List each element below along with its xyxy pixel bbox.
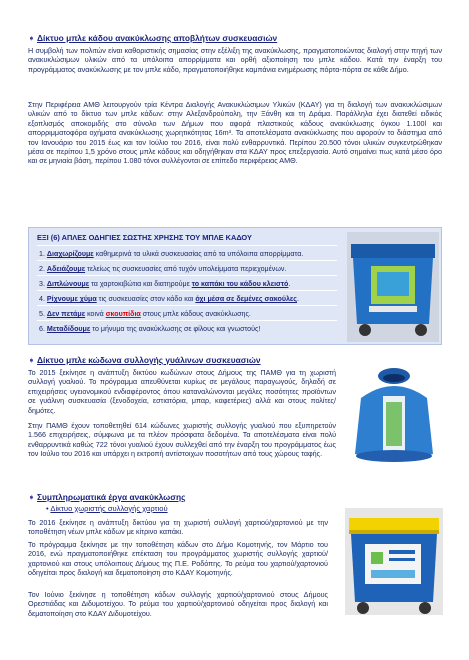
divider: [37, 305, 337, 306]
arrow-bullet-icon: ➧: [28, 33, 36, 43]
divider: [37, 260, 337, 261]
arrow-bullet-icon: ➧: [28, 355, 36, 365]
section3-title: ➧ Συμπληρωματικά έργα ανακύκλωσης: [28, 492, 186, 502]
section1-title: ➧ Δίκτυο μπλε κάδου ανακύκλωσης αποβλήτων συσκευασιών: [28, 33, 278, 43]
section2-paragraph2: Στην ΠΑΜΘ έχουν τοποθετηθεί 614 κώδωνες χωριστής συλλογής γυαλιού που εξυπηρετούν 1.566 επιχειρήσεις, σύμφωνα με τα πλέον πρόσφατα δεδομένα. Τα αποτελέσματα είναι πολύ ενθαρρυντικά καθώς 722 τόνοι γυαλιού έχουν συλλεχθεί από την έναρξη του προγράμματος έως τον Ιούλιο του 2016 και υπάρχει η εκτροπή αντίστοιχων ποσοτήτων από τους χώρους ταφής.: [28, 421, 336, 459]
section3-paragraph1: Το 2016 ξεκίνησε η ανάπτυξη δικτύου για τη χωριστή συλλογή χαρτιού/χαρτονιού με την τοποθέτηση νέων μπλε κάδων με κίτρινο καπάκι.: [28, 518, 328, 537]
bullet-icon: •: [46, 504, 49, 513]
instruction-item-1: 1. Διαχωρίζουμε καθημερινά τα υλικά συσκευασίας από τα υπόλοιπα απορρίμματα.: [39, 250, 304, 258]
blue-bin-illustration: [347, 232, 439, 342]
instructions-title: ΕΞΙ (6) ΑΠΛΕΣ ΟΔΗΓΙΕΣ ΣΩΣΤΗΣ ΧΡΗΣΗΣ ΤΟΥ ΜΠΛΕ ΚΑΔΟΥ: [37, 233, 252, 242]
divider: [37, 290, 337, 291]
section2-paragraph1: Το 2015 ξεκίνησε η ανάπτυξη δικτύου κωδώνων στους Δήμους της ΠΑΜΘ για τη χωριστή συλλογή γυαλιού. Το πρόγραμμα απευθύνεται κυρίως σε μεγάλους παραγωγούς, δηλαδή σε επιχειρήσεις υγειονομικού ενδιαφέροντος όπου καταναλώνονται μεγάλες ποσότητες προϊόντων σε γυάλινη συσκευασία (ξενοδοχεία, εστιατόρια, μπαρ, καφετέριες) αλλά και στους πολίτες/δημότες.: [28, 368, 336, 415]
paper-bin-illustration: [345, 508, 443, 615]
divider: [37, 320, 337, 321]
section2-title: ➧ Δίκτυο μπλε κώδωνα συλλογής γυάλινων συσκευασιών: [28, 355, 261, 365]
section3-paragraph3: Τον Ιούνιο ξεκίνησε η τοποθέτηση κάδων συλλογής χαρτιού/χαρτονιού στους Δήμους Ορεστιάδας και Διδυμοτείχου. Το ρεύμα του χαρτιού/χαρτονιού οδηγείται προς διαλογή και δεματοποίηση στο ΚΔΑΥ Διδυμοτείχου.: [28, 590, 328, 618]
section1-paragraph2: Στην Περιφέρεια ΑΜΘ λειτουργούν τρία Κέντρα Διαλογής Ανακυκλώσιμων Υλικών (ΚΔΑΥ) για τη διαλογή των ανακυκλώσιμων υλικών από το δίκτυο των μπλε κάδων: στην Αλεξανδρούπολη, την Ξάνθη και τη Δράμα. Παράλληλα έχει διατεθεί ειδικός εξοπλισμός αποκομιδής στο σύνολο των Δήμων που αφορά πλαστικούς κάδους ανακύκλωσης όγκου 1.100l και απορριμματοφόρα οχήματα ανακύκλωσης χωρητικότητας 16m³. Τα αποτελέσματα ανακύκλωσης που αφορούν το διάστημα από τον Ιανουάριο του 2015 έως και τον Ιούλιο του 2016, είναι πολύ ενθαρρυντικά. Περίπου 20.500 τόνοι υλικών συγκεντρώθηκαν μέσα σε περίπου 1,5 χρόνο στους μπλε κάδους και οδηγήθηκαν στα ΚΔΑΥ προς επεξεργασία. Αυτό σημαίνει πως κατά μέσο όρο και σε μηνιαία βάση, περίπου 1.080 τόνοι συλλέγονται σε επίπεδο περιφέρειας ΑΜΘ.: [28, 100, 442, 166]
glass-bell-illustration: [347, 368, 442, 468]
section1-paragraph1: Η συμβολή των πολιτών είναι καθοριστικής σημασίας στην εξέλιξη της ανακύκλωσης, πραγματοποιώντας διαλογή στην πηγή των ανακυκλώσιμων υλικών από τα υπόλοιπα απορρίμματα και ορθή αξιοποίηση του μπλε κάδου. Κατά την έναρξη του προγράμματος ανακύκλωσης με τον μπλε κάδο, πραγματοποιήθηκε καμπάνια ενημέρωσης πόρτα-πόρτα σε κάθε Δήμο.: [28, 46, 442, 74]
instruction-item-6: 6. Μεταδίδουμε το μήνυμα της ανακύκλωσης σε φίλους και γνωστούς!: [39, 325, 261, 333]
instruction-item-2: 2. Αδειάζουμε τελείως τις συσκευασίες από τυχόν υπολείμματα περιεχομένων.: [39, 265, 287, 273]
instructions-box: [28, 227, 442, 345]
divider: [37, 245, 337, 246]
section3-subtitle: • Δίκτυο χωριστής συλλογής χαρτιού: [46, 504, 168, 513]
divider: [37, 275, 337, 276]
arrow-bullet-icon: ➧: [28, 492, 36, 502]
section3-paragraph2: Το πρόγραμμα ξεκίνησε με την τοποθέτηση κάδων στο Δήμο Κομοτηνής, τον Μάρτιο του 2016, ενώ πραγματοποιήθηκε επέκταση του προγράμματος χωριστής συλλογής χαρτιού/χαρτονιού και στους υπόλοιπους Δήμους της Π.Ε. Ροδόπης. Το ρεύμα του χαρτιού/χαρτονιού οδηγείται προς διαλογή και δεματοποίηση στο ΚΔΑΥ Κομοτηνής.: [28, 540, 328, 578]
instruction-item-4: 4. Ρίχνουμε χύμα τις συσκευασίες στον κάδο και όχι μέσα σε δεμένες σακούλες.: [39, 295, 299, 303]
instruction-item-3: 3. Διπλώνουμε τα χαρτοκιβώτια και διατηρούμε το καπάκι του κάδου κλειστό.: [39, 280, 291, 288]
instruction-item-5: 5. Δεν πετάμε κοινά σκουπίδια στους μπλε κάδους ανακύκλωσης.: [39, 310, 251, 318]
